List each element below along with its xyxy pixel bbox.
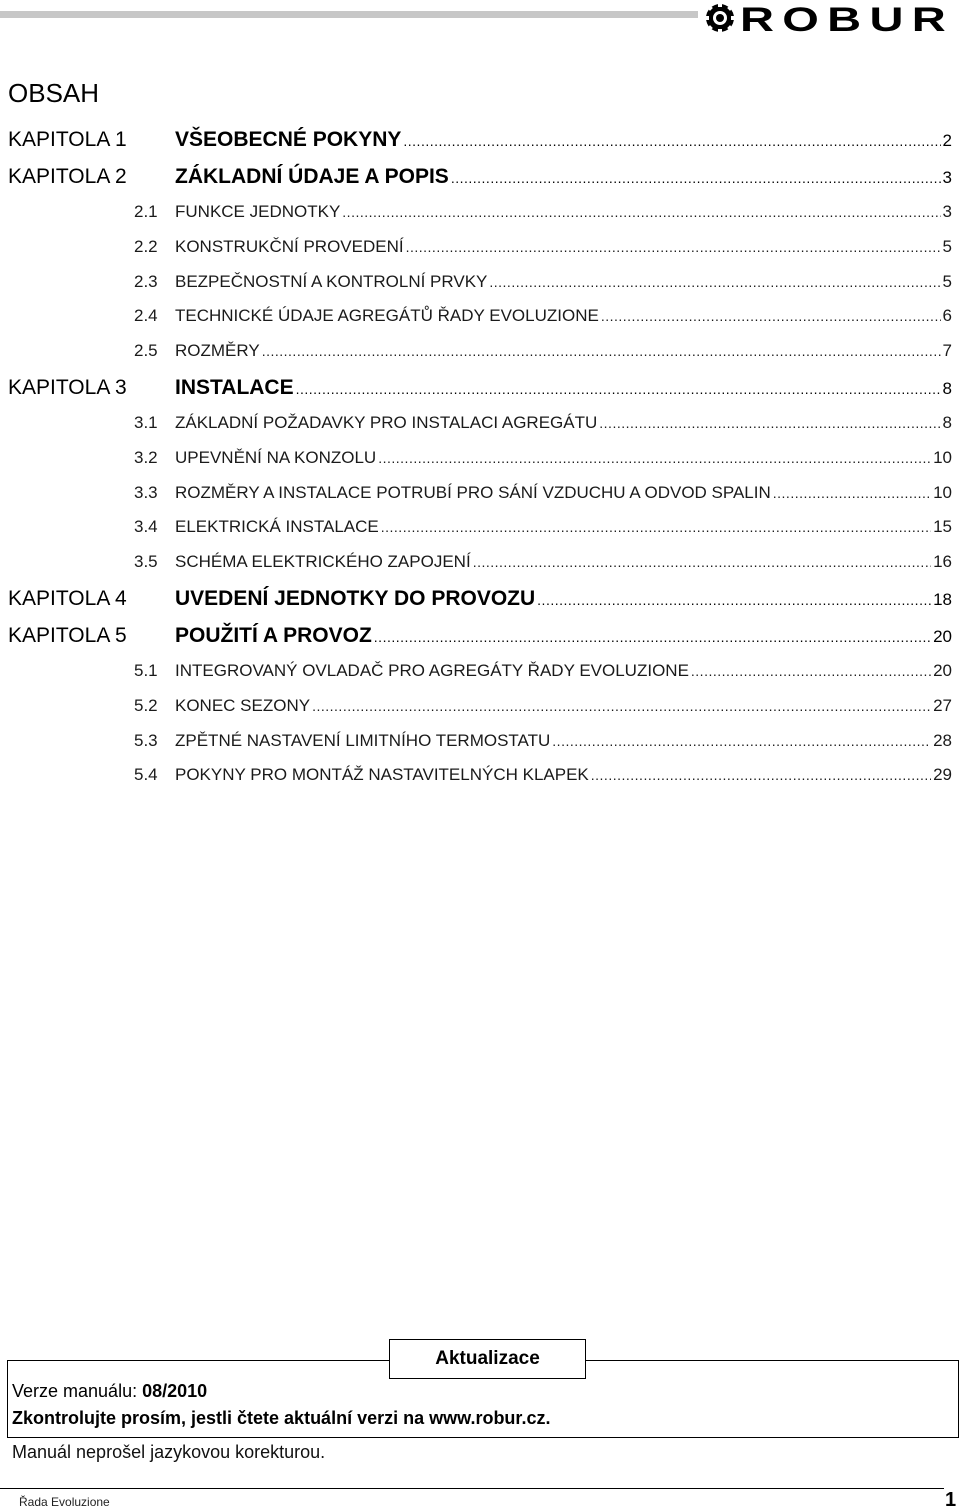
- toc-entry-number: 2.4: [134, 306, 158, 326]
- toc-entry-number: KAPITOLA 1: [8, 128, 127, 151]
- toc-section-row: [8, 661, 952, 696]
- toc-page-number: 18: [933, 589, 952, 609]
- page-number: 1: [945, 1489, 957, 1511]
- toc-leader-dots: [296, 381, 941, 397]
- toc-section-row: [8, 306, 952, 341]
- toc-leader-dots: [451, 170, 941, 186]
- toc-entry-number: 3.2: [134, 447, 158, 467]
- toc-page-number: 20: [933, 660, 952, 680]
- toc-entry-title: TECHNICKÉ ÚDAJE AGREGÁTŮ ŘADY EVOLUZIONE: [175, 306, 599, 326]
- toc-entry: [175, 587, 952, 611]
- toc-section-row: [8, 483, 952, 518]
- toc-page-number: 2: [942, 131, 952, 150]
- toc-section-row: [8, 272, 952, 307]
- robur-logo: [704, 2, 956, 34]
- toc-leader-dots: [773, 485, 931, 501]
- toc-entry-title: POUŽITÍ A PROVOZ: [175, 623, 372, 647]
- toc-leader-dots: [552, 733, 931, 749]
- toc-page-number: 20: [933, 626, 952, 646]
- toc-entry: [175, 624, 952, 648]
- toc-section-row: [8, 731, 952, 766]
- toc-leader-dots: [374, 629, 931, 645]
- toc-entry: [175, 696, 952, 716]
- toc-entry-title: INSTALACE: [175, 375, 294, 399]
- toc-entry-title: KONSTRUKČNÍ PROVEDENÍ: [175, 236, 404, 256]
- toc-entry: [175, 731, 952, 751]
- toc-page-number: 15: [933, 517, 952, 537]
- toc-leader-dots: [537, 592, 931, 608]
- toc-page-number: 7: [942, 341, 952, 361]
- toc-page-number: 16: [933, 552, 952, 572]
- toc-entry-title: ZÁKLADNÍ ÚDAJE A POPIS: [175, 165, 449, 188]
- toc-entry-title: ROZMĚRY: [175, 341, 260, 361]
- toc-entry: [175, 306, 952, 326]
- toc-page-number: 29: [933, 765, 952, 785]
- toc-section-row: [8, 765, 952, 800]
- manual-version-label: Verze manuálu:: [12, 1381, 143, 1401]
- toc-entry-number: 2.1: [134, 202, 158, 221]
- toc-section-row: [8, 413, 952, 448]
- toc-entry: [175, 202, 952, 222]
- toc-entry-number: 2.5: [134, 341, 158, 361]
- toc-page-number: 3: [942, 168, 952, 187]
- toc-chapter-row: [8, 624, 952, 661]
- toc-entry: [175, 272, 952, 292]
- toc-page-number: 27: [933, 695, 952, 715]
- toc-entry: [175, 661, 952, 681]
- toc-entry: [175, 765, 952, 785]
- toc-section-row: [8, 552, 952, 587]
- proofreading-note: Manuál neprošel jazykovou korekturou.: [12, 1442, 326, 1462]
- toc-page-number: 10: [933, 482, 952, 502]
- toc-entry-title: SCHÉMA ELEKTRICKÉHO ZAPOJENÍ: [175, 552, 471, 572]
- toc-entry-title: UPEVNĚNÍ NA KONZOLU: [175, 447, 377, 467]
- toc-section-row: [8, 517, 952, 552]
- toc-entry-title: UVEDENÍ JEDNOTKY DO PROVOZU: [175, 586, 536, 610]
- version-check-note: Zkontrolujte prosím, jestli čtete aktuální verzi na www.robur.cz.: [12, 1408, 551, 1428]
- brand-wordmark: ROBUR: [740, 2, 954, 34]
- footer-series: Řada Evoluzione: [19, 1495, 110, 1509]
- toc-chapter-row: [8, 165, 952, 202]
- toc-entry: [175, 341, 952, 361]
- toc-leader-dots: [381, 519, 931, 535]
- toc-page-number: 8: [942, 412, 952, 432]
- toc-page-number: 8: [942, 378, 952, 398]
- toc-entry: [175, 165, 952, 189]
- toc-page-number: 3: [942, 202, 952, 221]
- toc-entry-number: KAPITOLA 4: [8, 586, 127, 610]
- toc-entry: [175, 517, 952, 537]
- toc-page-number: 6: [942, 306, 952, 326]
- toc-entry: [175, 413, 952, 433]
- toc-entry-number: 3.4: [134, 517, 158, 537]
- toc-leader-dots: [312, 698, 931, 714]
- toc-entry: [175, 483, 952, 503]
- toc-entry-number: 2.3: [134, 271, 158, 291]
- toc-entry: [175, 376, 952, 400]
- toc-entry-title: ROZMĚRY A INSTALACE POTRUBÍ PRO SÁNÍ VZDUCHU A ODVOD SPALIN: [175, 482, 771, 502]
- update-box-divider: [7, 1437, 959, 1438]
- toc-entry-number: 5.2: [134, 695, 158, 715]
- toc-section-row: [8, 341, 952, 376]
- toc-entry-number: KAPITOLA 5: [8, 623, 127, 647]
- toc-entry-title: FUNKCE JEDNOTKY: [175, 202, 341, 221]
- toc-entry-title: ELEKTRICKÁ INSTALACE: [175, 517, 379, 537]
- manual-version: [12, 1381, 207, 1402]
- toc-leader-dots: [599, 415, 940, 431]
- toc-entry-title: INTEGROVANÝ OVLADAČ PRO AGREGÁTY ŘADY EVOLUZIONE: [175, 660, 689, 680]
- toc-entry: [175, 237, 952, 257]
- toc-entry-number: 2.2: [134, 236, 158, 256]
- toc-section-row: [8, 448, 952, 483]
- toc-chapter-row: [8, 376, 952, 413]
- toc-chapter-row: [8, 128, 952, 165]
- toc-entry-number: KAPITOLA 3: [8, 375, 127, 399]
- toc-entry-title: KONEC SEZONY: [175, 695, 311, 715]
- toc-entry-title: BEZPEČNOSTNÍ A KONTROLNÍ PRVKY: [175, 271, 488, 291]
- toc-leader-dots: [601, 308, 941, 324]
- toc-section-row: [8, 696, 952, 731]
- toc-entry-number: 3.3: [134, 482, 158, 502]
- manual-version-value: 08/2010: [142, 1381, 208, 1401]
- table-of-contents: [8, 128, 952, 800]
- toc-entry-title: ZÁKLADNÍ POŽADAVKY PRO INSTALACI AGREGÁTU: [175, 412, 598, 432]
- toc-heading: OBSAH: [8, 78, 100, 108]
- toc-leader-dots: [591, 767, 931, 783]
- footer-rule: [0, 1488, 944, 1489]
- toc-leader-dots: [403, 133, 940, 149]
- toc-chapter-row: [8, 587, 952, 624]
- toc-entry-number: KAPITOLA 2: [8, 165, 127, 188]
- toc-page-number: 10: [933, 447, 952, 467]
- toc-entry-title: ZPĚTNÉ NASTAVENÍ LIMITNÍHO TERMOSTATU: [175, 730, 551, 750]
- toc-page-number: 5: [942, 236, 952, 256]
- toc-entry-title: POKYNY PRO MONTÁŽ NASTAVITELNÝCH KLAPEK: [175, 765, 589, 785]
- toc-section-row: [8, 202, 952, 237]
- toc-entry-number: 5.4: [134, 765, 158, 785]
- toc-entry: [175, 128, 952, 152]
- toc-leader-dots: [473, 554, 931, 570]
- toc-entry-number: 3.1: [134, 412, 158, 432]
- toc-entry-number: 5.3: [134, 730, 158, 750]
- toc-page-number: 5: [942, 271, 952, 291]
- toc-section-row: [8, 237, 952, 272]
- toc-page-number: 28: [933, 730, 952, 750]
- toc-entry: [175, 448, 952, 468]
- toc-leader-dots: [378, 450, 931, 466]
- toc-leader-dots: [262, 343, 941, 359]
- toc-entry: [175, 552, 952, 572]
- toc-entry-number: 3.5: [134, 552, 158, 572]
- toc-leader-dots: [489, 274, 940, 290]
- toc-leader-dots: [691, 663, 931, 679]
- toc-leader-dots: [342, 204, 940, 220]
- update-box-title: Aktualizace: [389, 1339, 586, 1379]
- toc-entry-number: 5.1: [134, 660, 158, 680]
- toc-leader-dots: [406, 239, 941, 255]
- toc-entry-title: VŠEOBECNÉ POKYNY: [175, 128, 402, 151]
- header-rule: [0, 11, 698, 18]
